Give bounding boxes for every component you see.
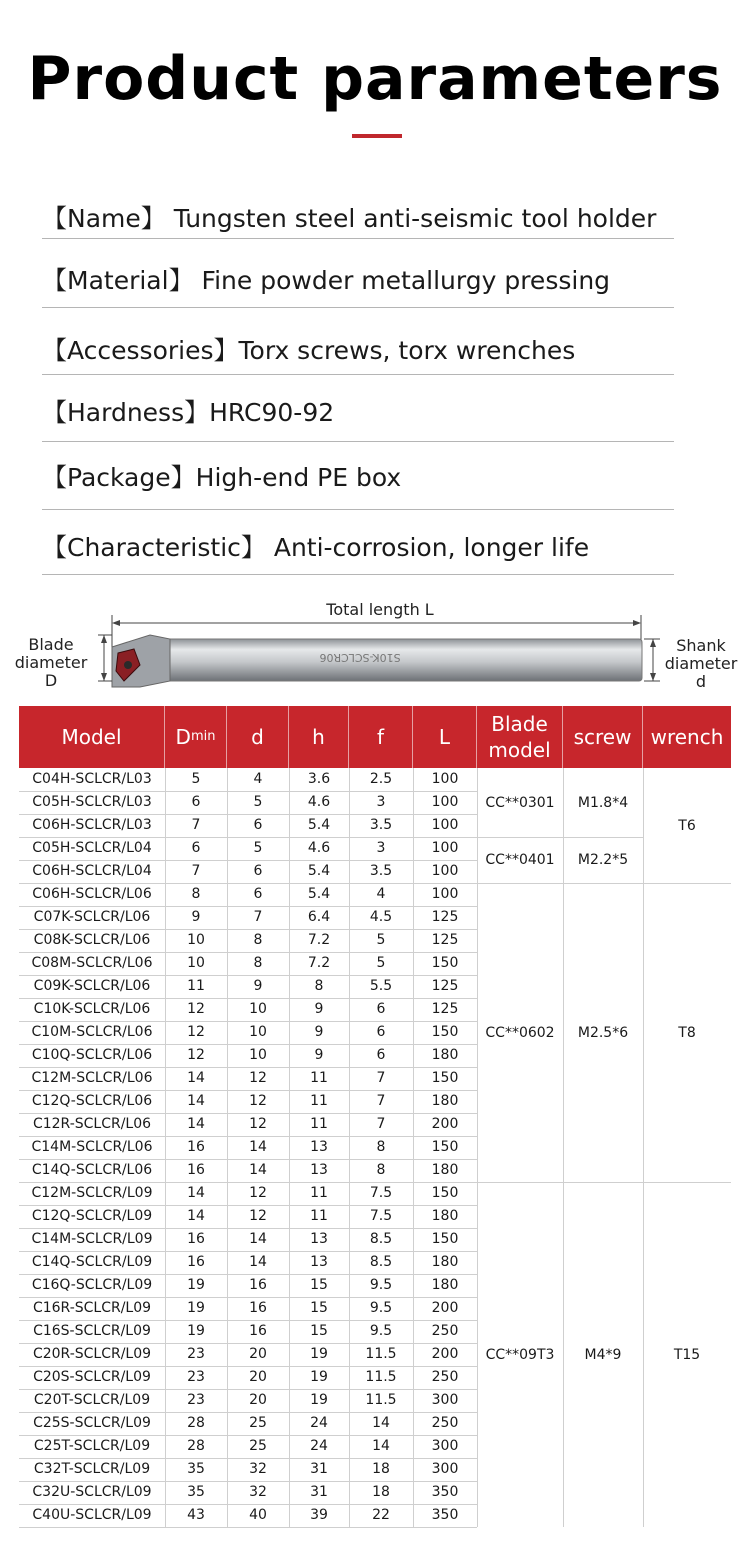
cell-model: C06H-SCLCR/L06 xyxy=(32,886,152,902)
blade-cell: CC**0301 xyxy=(485,794,555,811)
table-cell: 300 xyxy=(431,1392,459,1408)
table-cell: 6 xyxy=(191,840,201,856)
label-line: D xyxy=(44,671,58,690)
table-cell: 100 xyxy=(431,863,459,879)
table-cell: 250 xyxy=(431,1415,459,1431)
table-cell: 11 xyxy=(310,1185,328,1201)
table-cell: 11 xyxy=(310,1208,328,1224)
cell-model: C14M-SCLCR/L06 xyxy=(31,1139,153,1155)
table-cell: 19 xyxy=(310,1392,328,1408)
table-cell: 4 xyxy=(253,771,263,787)
param-value: Torx screws, torx wrenches xyxy=(238,336,576,365)
table-cell: 6 xyxy=(376,1024,386,1040)
cell-model: C16R-SCLCR/L09 xyxy=(32,1300,152,1316)
table-cell: 150 xyxy=(431,1024,459,1040)
table-cell: 20 xyxy=(249,1346,267,1362)
table-cell: 9 xyxy=(253,978,263,994)
table-cell: 9 xyxy=(314,1047,324,1063)
cell-model: C10Q-SCLCR/L06 xyxy=(31,1047,153,1063)
table-cell: 9.5 xyxy=(369,1277,393,1293)
cell-model: C14Q-SCLCR/L09 xyxy=(31,1254,153,1270)
table-cell: 19 xyxy=(187,1323,205,1339)
table-cell: 14 xyxy=(187,1185,205,1201)
shank-diameter-label xyxy=(660,637,742,691)
table-cell: 11 xyxy=(310,1093,328,1109)
cell-model: C12M-SCLCR/L09 xyxy=(31,1185,153,1201)
blade-cell: CC**0602 xyxy=(485,1024,555,1041)
table-cell: 3.5 xyxy=(369,817,393,833)
screw-cell: M2.5*6 xyxy=(577,1024,629,1041)
table-cell: 5.5 xyxy=(369,978,393,994)
label-line: diameter xyxy=(664,654,738,673)
wrench-cell: T8 xyxy=(678,1024,696,1041)
param-hardness xyxy=(42,393,674,429)
param-value: Tungsten steel anti-seismic tool holder xyxy=(173,204,657,233)
param-key: 【Package】 xyxy=(42,463,196,492)
table-cell: 15 xyxy=(310,1323,328,1339)
table-cell: 180 xyxy=(431,1162,459,1178)
row-divider xyxy=(19,1527,477,1528)
table-cell: 200 xyxy=(431,1300,459,1316)
table-cell: 31 xyxy=(310,1461,328,1477)
param-key: 【Accessories】 xyxy=(42,336,239,365)
table-cell: 16 xyxy=(249,1277,267,1293)
table-cell: 32 xyxy=(249,1461,267,1477)
divider xyxy=(42,509,674,510)
table-cell: 6 xyxy=(253,863,263,879)
cell-model: C05H-SCLCR/L04 xyxy=(32,840,152,856)
cell-model: C32U-SCLCR/L09 xyxy=(32,1484,152,1500)
cell-model: C12Q-SCLCR/L09 xyxy=(31,1208,153,1224)
table-cell: 43 xyxy=(187,1507,205,1523)
column-divider xyxy=(349,768,350,1527)
table-cell: 20 xyxy=(249,1369,267,1385)
table-cell: 16 xyxy=(249,1300,267,1316)
param-value: Fine powder metallurgy pressing xyxy=(201,266,611,295)
cell-model: C12Q-SCLCR/L06 xyxy=(31,1093,153,1109)
cell-model: C09K-SCLCR/L06 xyxy=(33,978,151,994)
table-cell: 35 xyxy=(187,1461,205,1477)
table-cell: 7.2 xyxy=(307,955,331,971)
table-cell: 32 xyxy=(249,1484,267,1500)
table-cell: 9 xyxy=(314,1001,324,1017)
label-line: Blade xyxy=(28,635,74,654)
table-cell: 11.5 xyxy=(365,1346,397,1362)
table-cell: 13 xyxy=(310,1231,328,1247)
label-line: Shank xyxy=(676,636,726,655)
shank-engraving: S10K-SCLCR06 xyxy=(319,651,401,664)
table-cell: 5 xyxy=(191,771,201,787)
table-cell: 125 xyxy=(431,1001,459,1017)
table-cell: 11 xyxy=(187,978,205,994)
header-model: Model xyxy=(19,706,165,768)
column-divider xyxy=(289,768,290,1527)
wrench-cell: T15 xyxy=(673,1346,701,1363)
param-material xyxy=(42,261,674,297)
param-key: 【Hardness】 xyxy=(42,398,210,427)
table-cell: 12 xyxy=(249,1185,267,1201)
cell-model: C06H-SCLCR/L03 xyxy=(32,817,152,833)
table-cell: 300 xyxy=(431,1438,459,1454)
table-cell: 25 xyxy=(249,1438,267,1454)
table-cell: 16 xyxy=(187,1139,205,1155)
table-cell: 11 xyxy=(310,1070,328,1086)
table-cell: 180 xyxy=(431,1047,459,1063)
table-cell: 9 xyxy=(191,909,201,925)
table-cell: 25 xyxy=(249,1415,267,1431)
table-cell: 14 xyxy=(187,1093,205,1109)
cell-model: C16S-SCLCR/L09 xyxy=(33,1323,151,1339)
table-cell: 6 xyxy=(376,1047,386,1063)
table-cell: 7 xyxy=(191,817,201,833)
table-cell: 14 xyxy=(372,1415,390,1431)
table-cell: 19 xyxy=(310,1369,328,1385)
table-cell: 350 xyxy=(431,1484,459,1500)
table-cell: 250 xyxy=(431,1323,459,1339)
table-cell: 7.5 xyxy=(369,1208,393,1224)
table-cell: 14 xyxy=(187,1116,205,1132)
divider xyxy=(42,374,674,375)
screw-cell: M2.2*5 xyxy=(577,852,629,868)
table-header xyxy=(19,706,731,768)
column-divider xyxy=(165,768,166,1527)
table-cell: 14 xyxy=(187,1208,205,1224)
cell-model: C20S-SCLCR/L09 xyxy=(33,1369,151,1385)
table-cell: 100 xyxy=(431,771,459,787)
param-value: High-end PE box xyxy=(195,463,402,492)
table-cell: 10 xyxy=(249,1024,267,1040)
table-cell: 7 xyxy=(376,1093,386,1109)
table-cell: 125 xyxy=(431,978,459,994)
table-cell: 11.5 xyxy=(365,1392,397,1408)
table-cell: 23 xyxy=(187,1346,205,1362)
table-cell: 9.5 xyxy=(369,1323,393,1339)
table-cell: 39 xyxy=(310,1507,328,1523)
table-cell: 18 xyxy=(372,1484,390,1500)
table-cell: 6.4 xyxy=(307,909,331,925)
cell-model: C06H-SCLCR/L04 xyxy=(32,863,152,879)
cell-model: C08K-SCLCR/L06 xyxy=(33,932,151,948)
divider xyxy=(42,238,674,239)
table-cell: 10 xyxy=(187,932,205,948)
table-cell: 14 xyxy=(187,1070,205,1086)
table-cell: 150 xyxy=(431,1139,459,1155)
table-cell: 13 xyxy=(310,1162,328,1178)
cell-model: C20R-SCLCR/L09 xyxy=(32,1346,152,1362)
table-cell: 8.5 xyxy=(369,1231,393,1247)
table-cell: 5 xyxy=(376,955,386,971)
table-cell: 15 xyxy=(310,1300,328,1316)
cell-model: C14M-SCLCR/L09 xyxy=(31,1231,153,1247)
divider xyxy=(42,307,674,308)
column-divider xyxy=(227,768,228,1527)
param-key: 【Characteristic】 xyxy=(42,533,266,562)
param-accessories xyxy=(42,331,674,367)
table-cell: 5.4 xyxy=(307,863,331,879)
table-cell: 4.5 xyxy=(369,909,393,925)
table-cell: 14 xyxy=(249,1231,267,1247)
label-line: diameter xyxy=(14,653,88,672)
table-cell: 150 xyxy=(431,1185,459,1201)
cell-model: C08M-SCLCR/L06 xyxy=(31,955,153,971)
table-cell: 40 xyxy=(249,1507,267,1523)
table-cell: 6 xyxy=(191,794,201,810)
param-key: 【Name】 xyxy=(42,204,166,233)
cell-model: C10M-SCLCR/L06 xyxy=(31,1024,153,1040)
table-cell: 180 xyxy=(431,1254,459,1270)
table-cell: 20 xyxy=(249,1392,267,1408)
table-cell: 18 xyxy=(372,1461,390,1477)
divider xyxy=(42,441,674,442)
table-cell: 23 xyxy=(187,1392,205,1408)
table-cell: 14 xyxy=(372,1438,390,1454)
table-cell: 8 xyxy=(376,1162,386,1178)
cell-model: C07K-SCLCR/L06 xyxy=(33,909,151,925)
table-cell: 12 xyxy=(249,1208,267,1224)
table-cell: 12 xyxy=(249,1093,267,1109)
table-cell: 100 xyxy=(431,817,459,833)
table-cell: 7 xyxy=(191,863,201,879)
table-cell: 12 xyxy=(249,1070,267,1086)
table-cell: 3 xyxy=(376,794,386,810)
table-cell: 6 xyxy=(253,886,263,902)
table-cell: 12 xyxy=(187,1001,205,1017)
table-cell: 22 xyxy=(372,1507,390,1523)
table-cell: 5.4 xyxy=(307,817,331,833)
page-title: Product parameters xyxy=(27,44,723,114)
cell-model: C40U-SCLCR/L09 xyxy=(32,1507,152,1523)
header-blade-model: Blade model xyxy=(477,706,563,768)
label-line: d xyxy=(695,672,707,691)
table-cell: 4.6 xyxy=(307,794,331,810)
table-cell: 6 xyxy=(376,1001,386,1017)
table-cell: 28 xyxy=(187,1438,205,1454)
table-cell: 12 xyxy=(249,1116,267,1132)
header-f: f xyxy=(349,706,413,768)
cell-model: C25T-SCLCR/L09 xyxy=(33,1438,151,1454)
table-cell: 28 xyxy=(187,1415,205,1431)
title-underline xyxy=(352,134,402,138)
table-cell: 14 xyxy=(249,1162,267,1178)
table-cell: 6 xyxy=(253,817,263,833)
table-cell: 9 xyxy=(314,1024,324,1040)
table-cell: 200 xyxy=(431,1346,459,1362)
table-cell: 16 xyxy=(187,1231,205,1247)
param-name xyxy=(42,199,674,235)
table-cell: 19 xyxy=(187,1277,205,1293)
table-cell: 7 xyxy=(376,1070,386,1086)
table-cell: 10 xyxy=(249,1047,267,1063)
table-cell: 3.6 xyxy=(307,771,331,787)
table-cell: 10 xyxy=(249,1001,267,1017)
table-cell: 11 xyxy=(310,1116,328,1132)
wrench-cell: T6 xyxy=(678,817,696,834)
table-cell: 100 xyxy=(431,840,459,856)
header-dmin-sub: min xyxy=(190,729,216,744)
cell-model: C25S-SCLCR/L09 xyxy=(33,1415,151,1431)
table-cell: 24 xyxy=(310,1438,328,1454)
table-cell: 16 xyxy=(187,1162,205,1178)
header-h: h xyxy=(289,706,349,768)
param-key: 【Material】 xyxy=(42,266,194,295)
table-cell: 150 xyxy=(431,1070,459,1086)
divider xyxy=(42,574,674,575)
screw-cell: M4*9 xyxy=(584,1346,622,1363)
table-cell: 19 xyxy=(310,1346,328,1362)
cell-model: C32T-SCLCR/L09 xyxy=(33,1461,151,1477)
blade-cell: CC**09T3 xyxy=(485,1346,555,1363)
tool-diagram xyxy=(0,595,750,705)
blade-diameter-label xyxy=(10,636,92,690)
table-cell: 8.5 xyxy=(369,1254,393,1270)
header-dmin-main: D xyxy=(175,725,191,749)
header-l: L xyxy=(413,706,477,768)
table-cell: 13 xyxy=(310,1254,328,1270)
total-length-label: Total length L xyxy=(326,600,434,619)
table-cell: 15 xyxy=(310,1277,328,1293)
table-cell: 31 xyxy=(310,1484,328,1500)
blade-cell: CC**0401 xyxy=(485,852,555,868)
table-cell: 2.5 xyxy=(369,771,393,787)
table-cell: 8 xyxy=(253,955,263,971)
table-cell: 8 xyxy=(376,1139,386,1155)
cell-model: C20T-SCLCR/L09 xyxy=(33,1392,151,1408)
table-cell: 100 xyxy=(431,794,459,810)
table-cell: 5 xyxy=(376,932,386,948)
table-cell: 180 xyxy=(431,1208,459,1224)
table-cell: 14 xyxy=(249,1139,267,1155)
table-cell: 7.5 xyxy=(369,1185,393,1201)
table-cell: 5 xyxy=(253,840,263,856)
table-cell: 180 xyxy=(431,1277,459,1293)
header-d: d xyxy=(227,706,289,768)
table-cell: 24 xyxy=(310,1415,328,1431)
table-cell: 150 xyxy=(431,1231,459,1247)
table-cell: 125 xyxy=(431,932,459,948)
table-cell: 8 xyxy=(191,886,201,902)
table-cell: 19 xyxy=(187,1300,205,1316)
table-cell: 3.5 xyxy=(369,863,393,879)
table-cell: 10 xyxy=(187,955,205,971)
table-cell: 150 xyxy=(431,955,459,971)
table-cell: 13 xyxy=(310,1139,328,1155)
table-cell: 125 xyxy=(431,909,459,925)
table-cell: 12 xyxy=(187,1024,205,1040)
table-cell: 16 xyxy=(187,1254,205,1270)
table-cell: 200 xyxy=(431,1116,459,1132)
param-characteristic xyxy=(42,528,674,564)
column-divider xyxy=(413,768,414,1527)
cell-model: C10K-SCLCR/L06 xyxy=(33,1001,151,1017)
table-cell: 35 xyxy=(187,1484,205,1500)
table-cell: 9.5 xyxy=(369,1300,393,1316)
table-cell: 8 xyxy=(314,978,324,994)
param-package xyxy=(42,458,674,494)
table-cell: 250 xyxy=(431,1369,459,1385)
table-cell: 4 xyxy=(376,886,386,902)
table-cell: 14 xyxy=(249,1254,267,1270)
screw-cell: M1.8*4 xyxy=(577,794,629,811)
table-cell: 7.2 xyxy=(307,932,331,948)
cell-model: C04H-SCLCR/L03 xyxy=(32,771,152,787)
param-value: HRC90-92 xyxy=(209,398,335,427)
cell-model: C12R-SCLCR/L06 xyxy=(32,1116,152,1132)
table-cell: 7 xyxy=(253,909,263,925)
param-value: Anti-corrosion, longer life xyxy=(273,533,590,562)
cell-model: C05H-SCLCR/L03 xyxy=(32,794,152,810)
table-cell: 300 xyxy=(431,1461,459,1477)
table-cell: 3 xyxy=(376,840,386,856)
cell-model: C12M-SCLCR/L06 xyxy=(31,1070,153,1086)
table-cell: 8 xyxy=(253,932,263,948)
table-cell: 16 xyxy=(249,1323,267,1339)
header-screw: screw xyxy=(563,706,643,768)
table-cell: 12 xyxy=(187,1047,205,1063)
table-cell: 23 xyxy=(187,1369,205,1385)
header-dmin xyxy=(165,706,227,768)
table-cell: 7 xyxy=(376,1116,386,1132)
cell-model: C16Q-SCLCR/L09 xyxy=(31,1277,153,1293)
cell-model: C14Q-SCLCR/L06 xyxy=(31,1162,153,1178)
table-cell: 11.5 xyxy=(365,1369,397,1385)
table-cell: 4.6 xyxy=(307,840,331,856)
table-cell: 5.4 xyxy=(307,886,331,902)
table-cell: 5 xyxy=(253,794,263,810)
table-cell: 100 xyxy=(431,886,459,902)
header-wrench: wrench xyxy=(650,725,724,749)
table-cell: 180 xyxy=(431,1093,459,1109)
table-cell: 350 xyxy=(431,1507,459,1523)
